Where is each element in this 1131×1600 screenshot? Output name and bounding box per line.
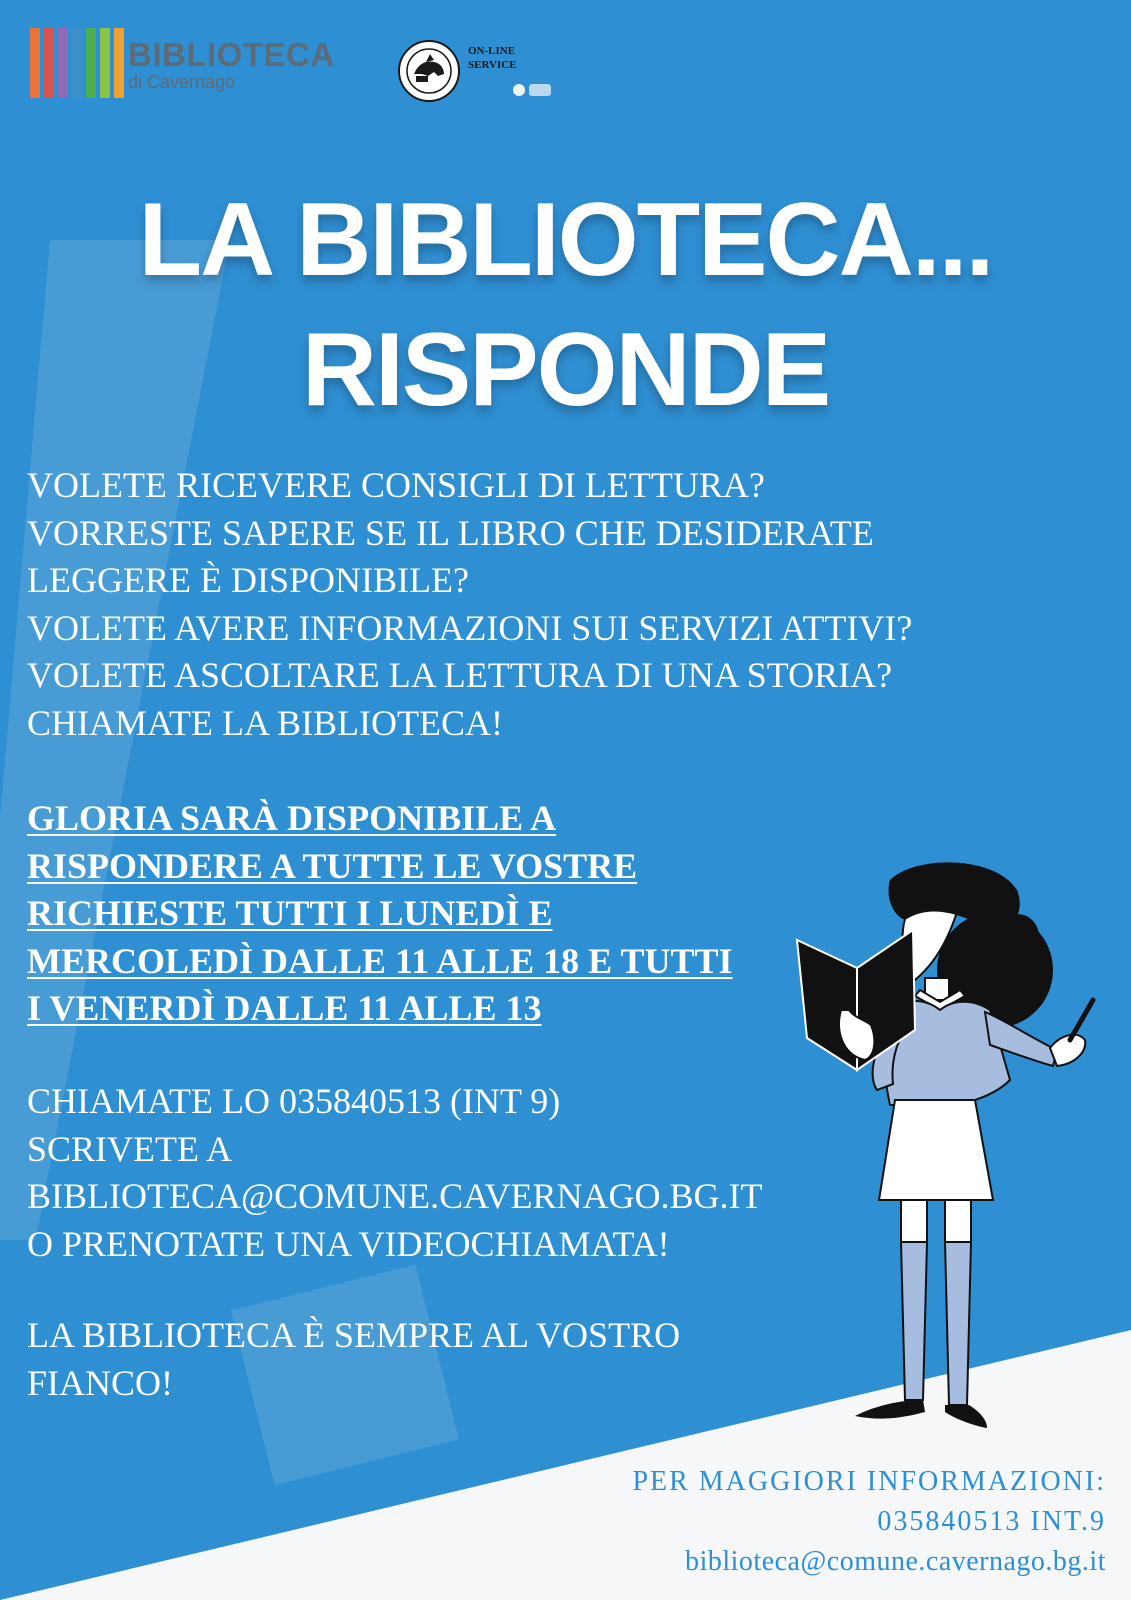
footer-email-link[interactable]: biblioteca@comune.cavernago.bg.it — [685, 1546, 1106, 1577]
contact-video-line: O PRENOTATE UNA VIDEOCHIAMATA! — [27, 1223, 670, 1264]
woman-reading-illustration-icon — [795, 860, 1125, 1460]
library-logo-subtitle: di Cavernago — [128, 72, 236, 92]
availability-line: RISPONDERE A TUTTE LE VOSTRE — [27, 845, 638, 886]
closing-block — [27, 1312, 807, 1407]
contact-phone-line: CHIAMATE LO 035840513 (INT 9) — [27, 1081, 561, 1121]
question-line: CHIAMATE LA BIBLIOTECA! — [27, 702, 503, 743]
title-line-2: RISPONDE — [301, 312, 830, 428]
footer-info — [632, 1462, 1106, 1582]
contact-write-line: SCRIVETE A — [27, 1128, 233, 1169]
partner-logo — [398, 38, 568, 108]
question-line: VORRESTE SAPERE SE IL LIBRO CHE DESIDERATE — [27, 512, 874, 553]
contact-block — [27, 1078, 887, 1268]
availability-line: I VENERDÌ DALLE 11 ALLE 13 — [27, 988, 542, 1028]
closing-line: FIANCO! — [27, 1362, 174, 1403]
badge-icon — [513, 84, 525, 96]
partner-badges — [513, 84, 551, 96]
lion-seal-icon — [398, 40, 460, 102]
logo-stripe — [114, 28, 124, 98]
partner-logo-line2: SERVICE — [468, 59, 517, 71]
footer-label: PER MAGGIORI INFORMAZIONI: — [632, 1466, 1106, 1497]
poster-title — [0, 180, 1131, 430]
partner-logo-line1: ON-LINE — [468, 45, 516, 57]
questions-block — [27, 462, 1087, 747]
question-line: VOLETE ASCOLTARE LA LETTURA DI UNA STORIA? — [27, 655, 893, 695]
logo-stripe — [86, 28, 96, 98]
library-logo-title: BIBLIOTECA — [128, 36, 335, 73]
logo-stripe — [44, 28, 54, 98]
footer-phone: 035840513 INT.9 — [877, 1506, 1106, 1537]
question-line: VOLETE AVERE INFORMAZIONI SUI SERVIZI ATTIVI? — [27, 607, 913, 648]
logo-stripe — [30, 28, 40, 98]
question-line: LEGGERE È DISPONIBILE? — [27, 560, 469, 600]
availability-line: RICHIESTE TUTTI I LUNEDÌ E — [27, 893, 553, 933]
title-line-1: LA BIBLIOTECA... — [138, 182, 993, 298]
library-logo — [30, 28, 335, 98]
availability-line: MERCOLEDÌ DALLE 11 ALLE 18 E TUTTI — [27, 940, 733, 981]
badge-icon — [529, 84, 551, 96]
logo-stripe — [58, 28, 68, 98]
partner-logo-text — [468, 44, 517, 72]
availability-line: GLORIA SARÀ DISPONIBILE A — [27, 798, 557, 838]
logo-stripes-icon — [30, 28, 124, 98]
question-line: VOLETE RICEVERE CONSIGLI DI LETTURA? — [27, 465, 765, 505]
logo-stripe — [100, 28, 110, 98]
closing-line: LA BIBLIOTECA È SEMPRE AL VOSTRO — [27, 1315, 681, 1355]
contact-email-link[interactable]: BIBLIOTECA@COMUNE.CAVERNAGO.BG.IT — [27, 1176, 763, 1216]
availability-block — [27, 795, 807, 1033]
logo-stripe — [72, 28, 82, 98]
